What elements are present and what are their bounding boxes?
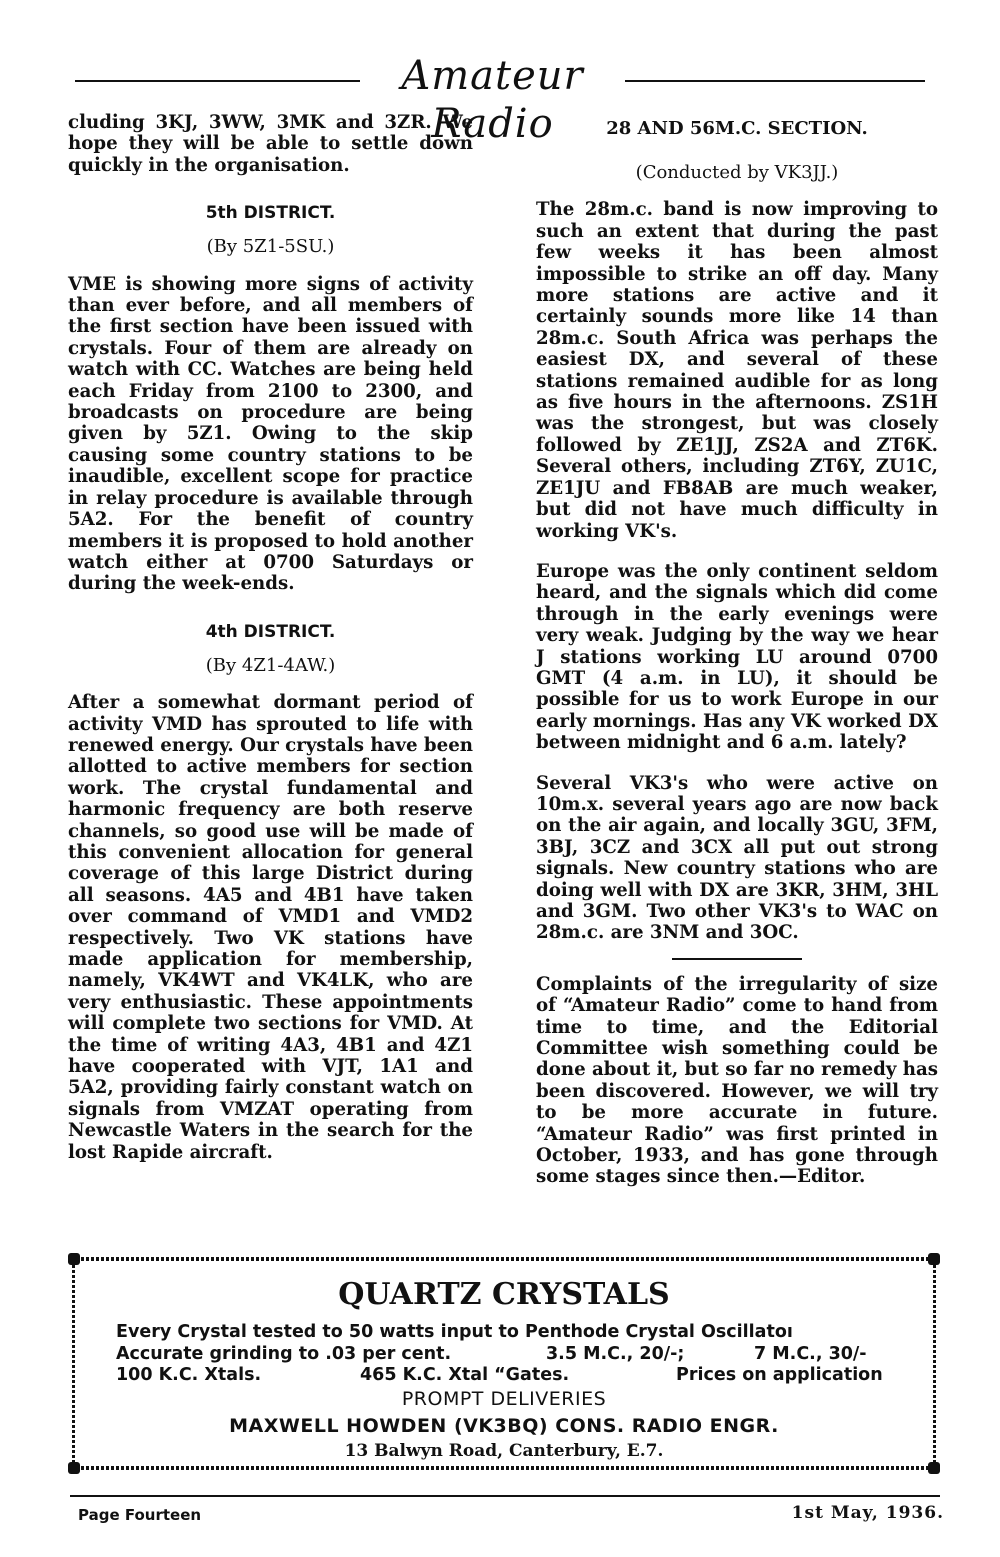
ad-headline: QUARTZ CRYSTALS <box>338 1277 670 1312</box>
paragraph-europe: Europe was the only continent seldom heard, and the signals which did come through in the early evenings were very weak. Judging by the way we hear J stations working LU around 0700 GMT (4 a.m. in LU), it should be possible for us to work Europe in our early mornings. Has any VK worked DX between midnight and 6 a.m. lately? <box>536 560 938 754</box>
ad-price-7mc: 7 M.C., 30/- <box>754 1344 867 1364</box>
section-heading-28-56mc: 28 AND 56M.C. SECTION. <box>606 118 868 139</box>
ad-price-3-5mc: 3.5 M.C., 20/-; <box>546 1344 685 1364</box>
ad-corner-ornament <box>928 1253 940 1265</box>
issue-date: 1st May, 1936. <box>791 1503 944 1523</box>
editorial-note: Complaints of the irregularity of size of “Amateur Radio” come to hand from time to time, and the Editorial Committee wish something could be done about it, but so far no remedy has been discovered. However, we will try to be more accurate in future. “Amateur Radio” was first printed in October, 1933, and has gone through some stages since then.—Editor. <box>536 973 938 1188</box>
footer-rule <box>70 1495 940 1497</box>
ad-testing-text: Every Crystal tested to 50 watts input to Penthode Crystal Oscillatoı <box>116 1322 793 1342</box>
byline-5th-district: (By 5Z1-5SU.) <box>206 236 335 258</box>
paragraph-28mc-band: The 28m.c. band is now improving to such an extent that during the past few weeks it has been almost impossible to strike an off day. Many more stations are active and it certainly sounds more like 14 than 28m.c. South Africa was perhaps the easiest DX, and several of these stations remained audible for as long as five hours in the afternoons. ZS1H was the strongest, but was closely followed by ZE1JJ, ZS2A and ZT6K. Several others, including ZT6Y, ZU1C, ZE1JU and FB8AB are much weaker, but did not have much difficulty in working VK's. <box>536 199 938 542</box>
byline-28-56mc: (Conducted by VK3JJ.) <box>635 162 839 183</box>
ad-prompt-deliveries: PROMPT DELIVERIES <box>401 1388 607 1410</box>
ad-corner-ornament <box>928 1462 940 1474</box>
ad-advertiser-name: MAXWELL HOWDEN (VK3BQ) CONS. RADIO ENGR. <box>229 1415 779 1437</box>
page-number: Page Fourteen <box>78 1506 202 1524</box>
masthead-title: Amateur Radio <box>401 53 584 147</box>
ad-corner-ornament <box>68 1253 80 1265</box>
section-heading-5th-district: 5th DISTRICT. <box>205 203 336 224</box>
ad-border-top <box>76 1257 932 1261</box>
left-column <box>68 112 473 1163</box>
ad-465kc-text: 465 K.C. Xtal “Gates. <box>360 1365 570 1385</box>
right-column <box>536 112 938 1188</box>
ad-grinding-text: Accurate grinding to .03 per cent. <box>116 1344 452 1364</box>
paragraph-5th-district: VME is showing more signs of activity than ever before, and all members of the first section have been issued with crystals. Four of them are already on watch with CC. Watches are being held each Friday from 2100 to 2300, and broadcasts on procedure are being given by 5Z1. Owing to the skip causing some country stations to be inaudible, excellent scope for practice in relay procedure is available through 5A2. For the benefit of country members it is proposed to hold another watch either at 0700 Saturdays or during the week-ends. <box>68 273 473 595</box>
byline-4th-district: (By 4Z1-4AW.) <box>205 654 336 676</box>
ad-address: 13 Balwyn Road, Canterbury, E.7. <box>344 1441 664 1461</box>
ad-corner-ornament <box>68 1462 80 1474</box>
ad-100kc-text: 100 K.C. Xtals. <box>116 1365 262 1385</box>
ad-prices-text: Prices on application <box>676 1365 883 1385</box>
masthead-rule-right <box>625 80 925 82</box>
advertisement-box <box>68 1253 940 1480</box>
ad-border-bottom <box>76 1466 932 1470</box>
section-heading-4th-district: 4th DISTRICT. <box>205 621 336 642</box>
masthead-rule-left <box>75 80 360 82</box>
paragraph-4th-district: After a somewhat dormant period of activity VMD has sprouted to life with renewed energy. Our crystals have been allotted to active members for section work. The crystal fundamental and harmonic frequency are both reserve channels, so good use will be made of this convenient allocation for general coverage of this large District during all seasons. 4A5 and 4B1 have taken over command of VMD1 and VMD2 respectively. Two VK stations have made application for membership, namely, VK4WT and VK4LK, who are very enthusiastic. These appointments will complete two sections for VMD. At the time of writing 4A3, 4B1 and 4Z1 have cooperated with VJT, 1A1 and 5A2, providing fairly constant watch on signals from VMZAT operating from Newcastle Waters in the search for the lost Rapide aircraft. <box>68 692 473 1163</box>
divider-rule <box>672 958 802 960</box>
paragraph-vk3-stations: Several VK3's who were active on 10m.x. several years ago are now back on the air again, and locally 3GU, 3FM, 3BJ, 3CZ and 3CX all put out strong signals. New country stations who are doing well with DX are 3KR, 3HM, 3HL and 3GM. Two other VK3's to WAC on 28m.c. are 3NM and 3OC. <box>536 772 938 944</box>
intro-paragraph: cluding 3KJ, 3WW, 3MK and 3ZR. We hope they will be able to settle down quickly in the organisation. <box>68 112 473 176</box>
